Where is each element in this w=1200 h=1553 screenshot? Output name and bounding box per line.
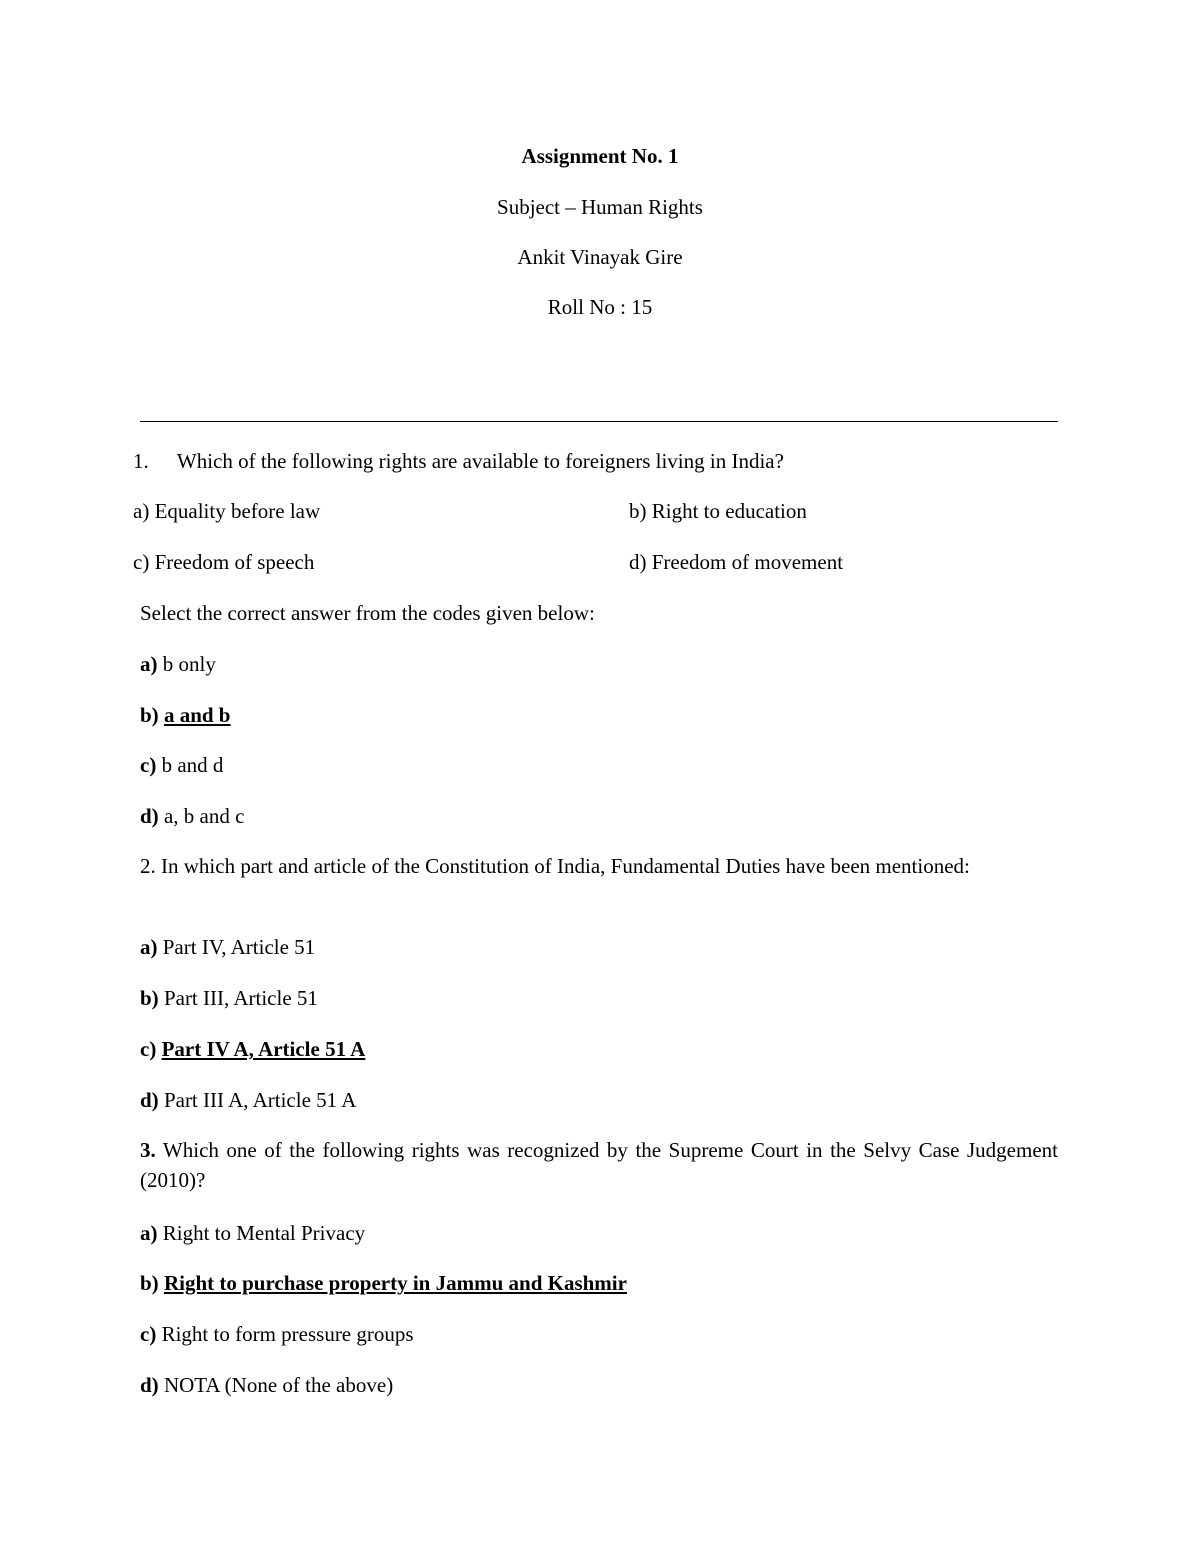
subject-line: Subject – Human Rights: [497, 195, 703, 219]
statement-c: c) Freedom of speech: [133, 550, 315, 574]
statement-b: b) Right to education: [629, 499, 807, 523]
horizontal-rule: [140, 421, 1058, 422]
question-1-text: Which of the following rights are available to foreigners living in India?: [176, 449, 784, 473]
student-name: Ankit Vinayak Gire: [517, 245, 683, 269]
q2-option-b: b) Part III, Article 51: [140, 986, 318, 1010]
assignment-title: Assignment No. 1: [521, 144, 679, 168]
q3-option-b: b) Right to purchase property in Jammu and Kashmir: [140, 1271, 627, 1295]
q3-option-c: c) Right to form pressure groups: [140, 1322, 414, 1346]
q1-option-d: d) a, b and c: [140, 804, 245, 828]
statement-a: a) Equality before law: [133, 499, 321, 523]
q1-option-a: a) b only: [140, 652, 216, 676]
q2-option-d: d) Part III A, Article 51 A: [140, 1088, 357, 1112]
roll-number: Roll No : 15: [547, 295, 653, 319]
q2-option-a: a) Part IV, Article 51: [140, 935, 316, 959]
q1-option-b: b) a and b: [140, 703, 231, 727]
question-1-instruction: Select the correct answer from the codes given below:: [140, 601, 595, 625]
question-2: 2. In which part and article of the Constitution of India, Fundamental Duties have been mentioned:: [140, 854, 970, 878]
question-1-number: 1.: [133, 449, 149, 473]
question-3: 3. Which one of the following rights was recognized by the Supreme Court in the Selvy Case Judgement (2010)?: [140, 1138, 1058, 1192]
q2-option-c: c) Part IV A, Article 51 A: [140, 1037, 366, 1061]
q3-option-a: a) Right to Mental Privacy: [140, 1221, 366, 1245]
q3-option-d: d) NOTA (None of the above): [140, 1373, 394, 1397]
q1-option-c: c) b and d: [140, 753, 224, 777]
statement-d: d) Freedom of movement: [629, 550, 844, 574]
question-1: [133, 448, 784, 474]
